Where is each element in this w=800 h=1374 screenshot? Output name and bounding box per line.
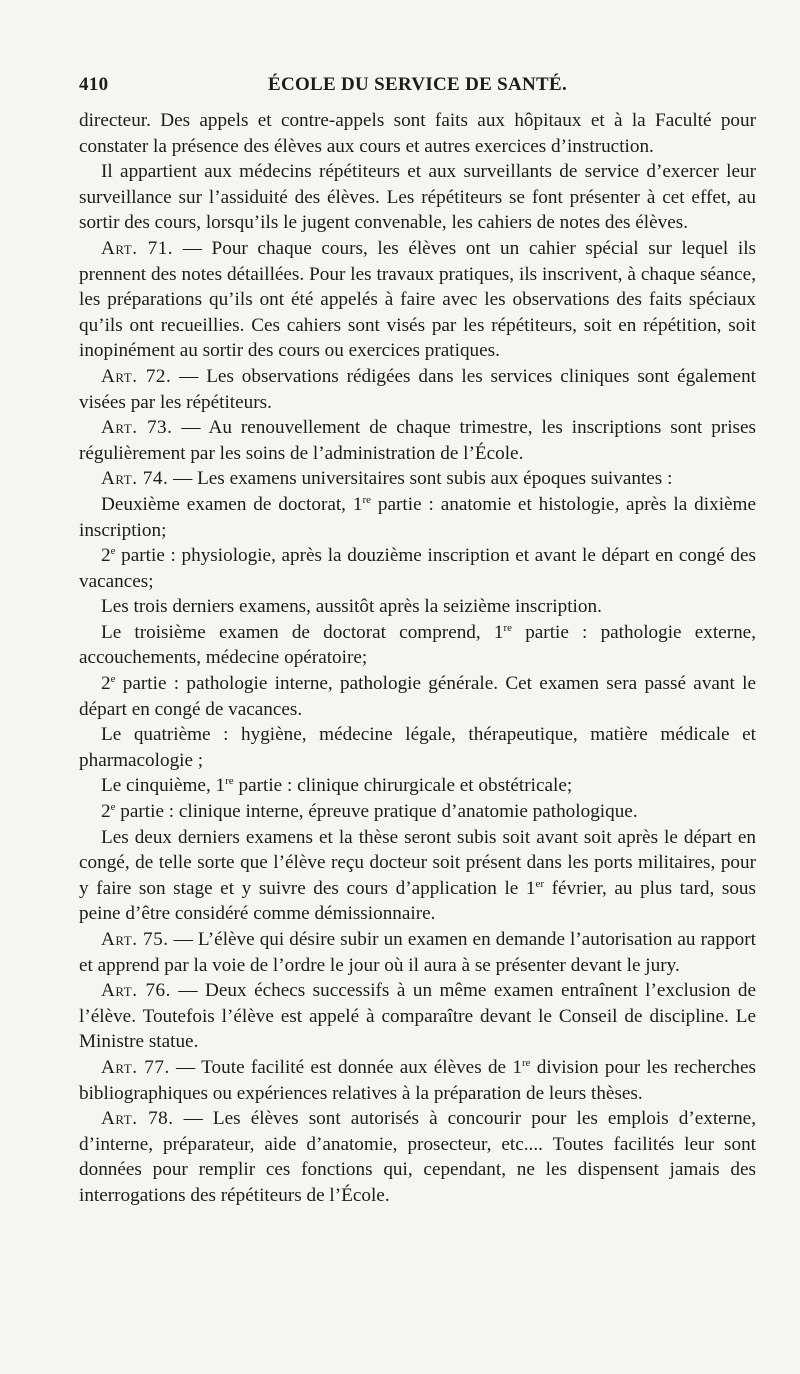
article-paragraph [79, 1055, 756, 1106]
article-paragraph [79, 236, 756, 364]
text-run: 2 [101, 545, 111, 567]
article-label: Art. 73. [101, 417, 173, 439]
superscript: e [110, 545, 116, 558]
text-run: 2 [101, 801, 111, 823]
text-run: partie : pathologie externe, accouchements, médecine opératoire; [79, 621, 756, 669]
article-paragraph [79, 466, 756, 492]
text-run: Le quatrième : hygiène, médecine légale, thérapeutique, matière médicale et pharmacologie ; [79, 724, 756, 771]
article-paragraph [79, 927, 756, 978]
article-paragraph [79, 1106, 756, 1208]
article-label: Art. 71. [101, 237, 174, 259]
paragraph [79, 671, 756, 722]
superscript: e [110, 673, 116, 686]
article-paragraph [79, 415, 756, 466]
text-run: — Les examens universitaires sont subis aux époques suivantes : [168, 468, 673, 490]
paragraph [79, 594, 756, 620]
paragraph [79, 799, 756, 825]
superscript: re [362, 493, 372, 506]
text-run: — Deux échecs successifs à un même examen entraînent l’exclusion de l’élève. Toutefois l’élève est appelé à comparaître devant le Conseil de discipline. Le Ministre statue. [79, 980, 756, 1053]
running-head [79, 74, 756, 108]
superscript: er [535, 877, 545, 890]
superscript: re [521, 1056, 531, 1069]
paragraph [79, 108, 756, 159]
text-run: partie : clinique interne, épreuve pratique d’anatomie pathologique. [115, 801, 638, 823]
text-run: division pour les recherches bibliographiques ou expériences relatives à la préparation de leurs thèses. [79, 1056, 756, 1104]
article-label: Art. 76. [101, 980, 171, 1002]
text-run: — L’élève qui désire subir un examen en demande l’autorisation au rapport et apprend par la voie de l’ordre le jour où il aura à se présenter devant le jury. [79, 929, 756, 976]
text-run: — Toute facilité est donnée aux élèves de 1 [169, 1056, 522, 1078]
superscript: re [225, 775, 234, 788]
text-run: directeur. Des appels et contre-appels sont faits aux hôpitaux et à la Faculté pour constater la présence des élèves aux cours et autres exercices d’instruction. [79, 110, 756, 157]
text-run: — Les élèves sont autorisés à concourir pour les emplois d’externe, d’interne, préparateur, aide d’anatomie, prosecteur, etc.... Toutes facilités leur sont données pour remplir ces fonctions qui, cependant, ne les dispensent jamais des interrogations des répétiteurs de l’École. [79, 1108, 756, 1206]
article-paragraph [79, 364, 756, 415]
article-label: Art. 78. [101, 1108, 174, 1130]
superscript: e [110, 801, 116, 814]
text-run: partie : clinique chirurgicale et obstétricale; [233, 775, 573, 797]
text-run: Le cinquième, 1 [101, 775, 226, 797]
text-run: Le troisième examen de doctorat comprend, 1 [101, 621, 504, 643]
text-run: Les deux derniers examens et la thèse seront subis soit avant soit après le départ en congé, de telle sorte que l’élève reçu docteur soit présent dans les ports militaires, pour y faire son stage et y suivre des cours d’application le 1 [79, 826, 756, 899]
paragraph [79, 722, 756, 773]
running-title: ÉCOLE DU SERVICE DE SANTÉ. [267, 74, 568, 95]
body-text [79, 108, 756, 1209]
article-label: Art. 72. [101, 365, 172, 387]
paragraph [79, 543, 756, 594]
paragraph [79, 773, 756, 799]
article-label: Art. 75. [101, 929, 169, 950]
paragraph [79, 159, 756, 236]
text-run: 2 [101, 673, 111, 695]
text-run: partie : physiologie, après la douzième inscription et avant le départ en congé des vacances; [79, 545, 756, 592]
text-run: partie : anatomie et histologie, après la dixième inscription; [79, 493, 756, 541]
page-number: 410 [79, 74, 109, 95]
superscript: re [503, 621, 513, 634]
text-run: — Pour chaque cours, les élèves ont un cahier spécial sur lequel ils prennent des notes détaillées. Pour les travaux pratiques, ils inscrivent, à chaque séance, les préparations qu’ils ont été appelés à faire avec les observations des faits spéciaux qu’ils ont recueillies. Ces cahiers sont visés par les répétiteurs, soit en répétition, soit inopinément au sortir des cours ou exercices pratiques. [79, 237, 756, 362]
article-label: Art. 77. [101, 1056, 170, 1078]
article-paragraph [79, 978, 756, 1055]
text-run: février, au plus tard, sous peine d’être considéré comme démissionnaire. [79, 877, 756, 925]
text-run: — Au renouvellement de chaque trimestre, les inscriptions sont prises régulièrement par les soins de l’administration de l’École. [79, 417, 756, 464]
paragraph [79, 492, 756, 543]
text-run: Les trois derniers examens, aussitôt après la seizième inscription. [101, 596, 602, 618]
text-run: — Les observations rédigées dans les services cliniques sont également visées par les répétiteurs. [79, 365, 756, 413]
paragraph [79, 620, 756, 671]
article-label: Art. 74. [101, 468, 169, 490]
text-run: Il appartient aux médecins répétiteurs et aux surveillants de service d’exercer leur surveillance sur l’assiduité des élèves. Les répétiteurs se font présenter à cet effet, au sortir des cours, lorsqu’ils le jugent convenable, les cahiers de notes des élèves. [79, 161, 756, 234]
text-run: Deuxième examen de doctorat, 1 [101, 493, 363, 515]
text-run: partie : pathologie interne, pathologie générale. Cet examen sera passé avant le départ en congé de vacances. [79, 673, 756, 720]
paragraph [79, 825, 756, 927]
